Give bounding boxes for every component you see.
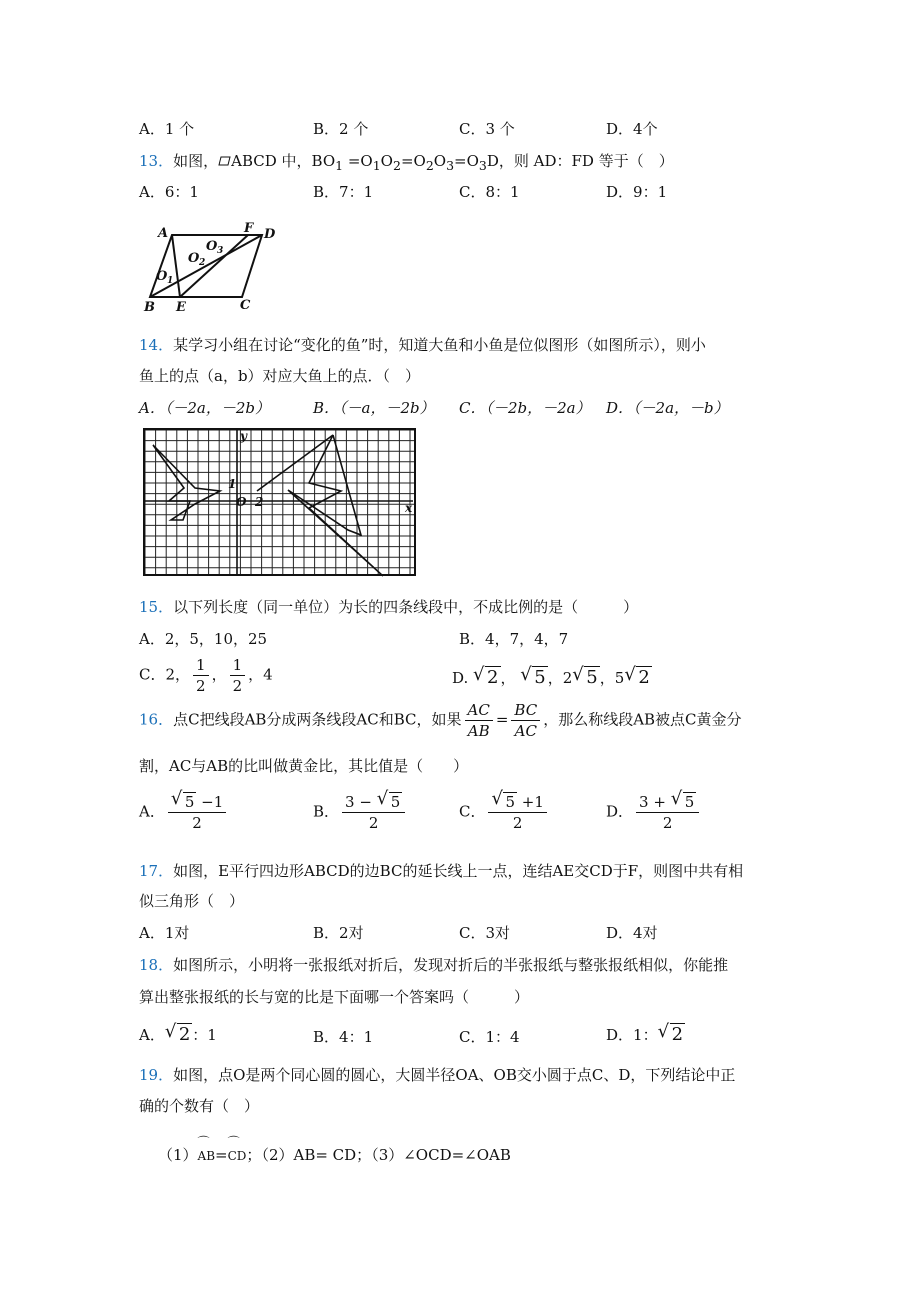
- q16-frac1-num: AC: [465, 700, 493, 721]
- q16-b-frac: 3 − √ 5 2: [342, 792, 405, 833]
- q16-b-label: B．: [313, 802, 340, 821]
- q16-option-c: [459, 788, 550, 833]
- q15-number: 15．: [139, 598, 174, 616]
- q15-option-c-tail: ，4: [248, 665, 273, 684]
- q12-option-c: C．3 个: [459, 120, 515, 138]
- q16-a-frac: √ 5 −1 2: [168, 792, 226, 833]
- q15-c-frac2: [230, 655, 246, 696]
- q14-option-a: A．（－2a，－2b）: [139, 399, 270, 417]
- q15-option-c-pre: C．2，: [139, 665, 191, 684]
- arc-mark-icon: ⌒: [227, 1135, 240, 1149]
- q13-option-c: C．8：1: [459, 183, 520, 201]
- q15-d-sqrt3: √ 5: [572, 664, 598, 688]
- fig13-label-f: F: [244, 221, 254, 236]
- q13-stem-rest: =O: [343, 152, 373, 170]
- q19-line1: [139, 1064, 735, 1085]
- q19-s1-sep: ；: [246, 1146, 262, 1164]
- q16-option-b: [313, 788, 408, 833]
- q19-s1-eq: =: [215, 1146, 228, 1164]
- q15-d-rad4: 2: [638, 667, 650, 688]
- fig14-label-o: O: [236, 495, 247, 509]
- q14-option-b: B．（－a，－2b）: [313, 399, 435, 417]
- q17-option-a: A．1对: [139, 924, 190, 942]
- q13-stem-post: ABCD 中，BO: [231, 152, 336, 170]
- q18-a-pre: A．: [139, 1026, 165, 1044]
- q16-d-label: D．: [606, 802, 634, 821]
- q12-option-d: D．4个: [606, 120, 658, 138]
- fig13-label-o2: O: [188, 251, 200, 266]
- q15-stem-text: 以下列长度（同一单位）为长的四条线段中，不成比例的是（ ）: [173, 598, 639, 616]
- fig13-label-o3: O: [206, 239, 218, 254]
- fig13-label-a: A: [158, 226, 169, 241]
- q16-a-label: A．: [139, 802, 165, 821]
- q16-number: 16．: [139, 710, 174, 729]
- q12-option-a: A．1 个: [139, 120, 195, 138]
- q15-option-d-pre: D.: [452, 669, 469, 687]
- q14-option-d: D．（－2a，－b）: [606, 399, 729, 417]
- q15-c-frac2-den: 2: [232, 677, 243, 695]
- arc-mark-icon: ⌒: [197, 1135, 210, 1149]
- q16-b-rad: 5: [390, 793, 401, 811]
- q16-c-rad: 5: [505, 793, 516, 811]
- fig13-label-b: B: [144, 300, 155, 315]
- q13-parallelogram-figure: [140, 220, 280, 315]
- fig14-label-1: 1: [228, 477, 237, 491]
- fig13-label-d: D: [264, 227, 276, 242]
- q19-s2: （2）AB= CD；: [261, 1146, 372, 1164]
- q19-arc-ab: [197, 1135, 216, 1163]
- q19-arc-cd-text: CD: [227, 1149, 247, 1163]
- q17-option-c: C．3对: [459, 924, 511, 942]
- q18-d-rad: 2: [671, 1024, 684, 1045]
- fig14-label-2: 2: [255, 495, 264, 509]
- q15-stem: [139, 596, 638, 617]
- q19-statements: [158, 1135, 511, 1165]
- q13-option-a: A．6：1: [139, 183, 199, 201]
- q14-line2: 鱼上的点（a，b）对应大鱼上的点．（ ）: [139, 367, 421, 385]
- q19-line2: 确的个数有（ ）: [139, 1097, 260, 1115]
- q13-option-d: D．9：1: [606, 183, 668, 201]
- q16-frac2-den: AC: [514, 722, 537, 740]
- parallelogram-icon: [218, 152, 231, 162]
- q16-frac2-num: BC: [511, 700, 540, 721]
- q17-line1: [139, 860, 743, 881]
- q15-c-frac1-num: 1: [193, 655, 209, 676]
- q14-number: 14．: [139, 336, 174, 354]
- q15-d-sqrt2: √ 5: [520, 664, 546, 688]
- q15-d-coef1: 2: [562, 669, 573, 687]
- q15-d-rad1: 2: [487, 667, 499, 688]
- q18-option-b: B．4：1: [313, 1028, 374, 1046]
- q14-fish-grid-figure: [143, 428, 418, 578]
- q18-number: 18．: [139, 956, 174, 974]
- q16-line1: 16．点C把线段AB分成两条线段AC和BC，如果 $\frac{AC}{AB}$ = $\frac{BC}{AC}$ ，那么称线段AB被点C黄金分: [139, 701, 742, 740]
- q13-stem: 13．如图， ABCD 中，$BO_1 =O_1O_2=O_2O_3=O_3D$，则 AD：FD 等于（ ）: [139, 152, 674, 173]
- q16-option-a: [139, 788, 229, 833]
- q18-line2: 算出整张报纸的长与宽的比是下面哪一个答案吗（ ）: [139, 988, 530, 1006]
- q13-stem-tail: ，则 AD：FD 等于（ ）: [498, 152, 674, 170]
- q16-c-den: 2: [512, 814, 523, 832]
- q16-line2: 割，AC与AB的比叫做黄金比，其比值是（ ）: [139, 757, 469, 775]
- q16-a-num-tail: −1: [196, 793, 224, 811]
- q19-arc-cd: [227, 1135, 247, 1163]
- q16-d-den: 2: [662, 814, 673, 832]
- fig13-label-o1: O: [156, 269, 168, 284]
- q16-c-num-tail: +1: [517, 793, 544, 811]
- q19-line1-text: 如图，点O是两个同心圆的圆心，大圆半径OA、OB交小圆于点C、D，下列结论中正: [173, 1066, 736, 1084]
- q18-a-rad: 2: [178, 1024, 191, 1045]
- q15-d-sqrt4: √ 2: [624, 664, 650, 688]
- q19-arc-ab-text: AB: [197, 1149, 216, 1163]
- q13-option-b: B．7：1: [313, 183, 374, 201]
- q16-stem1-tail: ，那么称线段AB被点C黄金分: [543, 710, 742, 729]
- q16-stem1: 点C把线段AB分成两条线段AC和BC，如果: [173, 710, 462, 729]
- q19-s3: （3）∠OCD=∠OAB: [371, 1146, 511, 1164]
- q16-frac-bc-ac: [511, 700, 540, 741]
- q16-b-den: 2: [368, 814, 379, 832]
- fig13-sub-1: 1: [167, 276, 174, 286]
- fig13-sub-3: 3: [217, 246, 224, 256]
- q17-number: 17．: [139, 862, 174, 880]
- q16-d-num-pre: 3 +: [639, 793, 671, 811]
- q15-option-c: C．2， $\frac{1}{2}$ ， $\frac{1}{2}$ ，4: [139, 656, 273, 695]
- q15-c-frac1-den: 2: [196, 677, 206, 695]
- q16-frac1-den: AB: [467, 722, 490, 740]
- q19-s1-label: （1）: [158, 1146, 198, 1164]
- q18-option-d: [606, 1021, 685, 1045]
- q16-b-num-pre: 3 −: [345, 793, 377, 811]
- q19-number: 19．: [139, 1066, 174, 1084]
- q16-d-rad: 5: [684, 793, 695, 811]
- q18-line1-text: 如图所示，小明将一张报纸对折后，发现对折后的半张报纸与整张报纸相似，你能推: [173, 956, 729, 974]
- q15-d-coef2: 5: [614, 669, 625, 687]
- q18-a-sqrt: √ 2: [164, 1021, 191, 1045]
- q13-stem-pre: 如图，: [173, 152, 219, 170]
- q17-line1-text: 如图，E平行四边形ABCD的边BC的延长线上一点，连结AE交CD于F，则图中共有相: [173, 862, 744, 880]
- q18-d-pre: D．1：: [606, 1026, 658, 1044]
- fig13-sub-2: 2: [199, 258, 206, 268]
- q16-a-rad: 5: [184, 793, 195, 811]
- q12-option-b: B．2 个: [313, 120, 369, 138]
- q15-option-b: B．4，7，4，7: [459, 630, 569, 648]
- q18-line1: [139, 954, 728, 975]
- q14-line1: [139, 334, 706, 355]
- q18-option-a: [139, 1021, 217, 1045]
- q17-option-b: B．2对: [313, 924, 364, 942]
- q16-frac-ac-ab: [465, 700, 493, 741]
- q14-line1-text: 某学习小组在讨论“变化的鱼”时，知道大鱼和小鱼是位似图形（如图所示），则小: [173, 336, 706, 354]
- q15-d-rad3: 5: [586, 667, 598, 688]
- q15-c-frac1: [193, 655, 209, 696]
- q15-option-d: D. √ 2 ， √ 5 ，2 √ 5 ，5 √ 2: [452, 664, 650, 688]
- q15-d-sqrt1: √ 2: [473, 664, 499, 688]
- q16-d-frac: 3 + √ 5 2: [636, 792, 699, 833]
- fig13-label-c: C: [240, 298, 251, 313]
- fig14-label-y: y: [240, 429, 247, 443]
- q15-d-rad2: 5: [534, 667, 546, 688]
- q18-d-sqrt: √ 2: [657, 1021, 684, 1045]
- q15-c-frac2-num: 1: [230, 655, 246, 676]
- q14-option-c: C．（－2b，－2a）: [459, 399, 591, 417]
- q13-number: 13．: [139, 152, 174, 170]
- fig13-label-e: E: [176, 300, 186, 315]
- q16-c-frac: √ 5 +1 2: [488, 792, 546, 833]
- q17-option-d: D．4对: [606, 924, 658, 942]
- q16-c-label: C．: [459, 802, 486, 821]
- q15-option-a: A．2，5，10，25: [139, 630, 268, 648]
- q16-a-den: 2: [192, 814, 202, 832]
- q18-a-tail: ：1: [192, 1026, 217, 1044]
- fig14-label-x: x: [405, 501, 413, 515]
- q16-option-d: [606, 788, 702, 833]
- q18-option-c: C．1：4: [459, 1028, 520, 1046]
- q17-line2: 似三角形（ ）: [139, 892, 245, 910]
